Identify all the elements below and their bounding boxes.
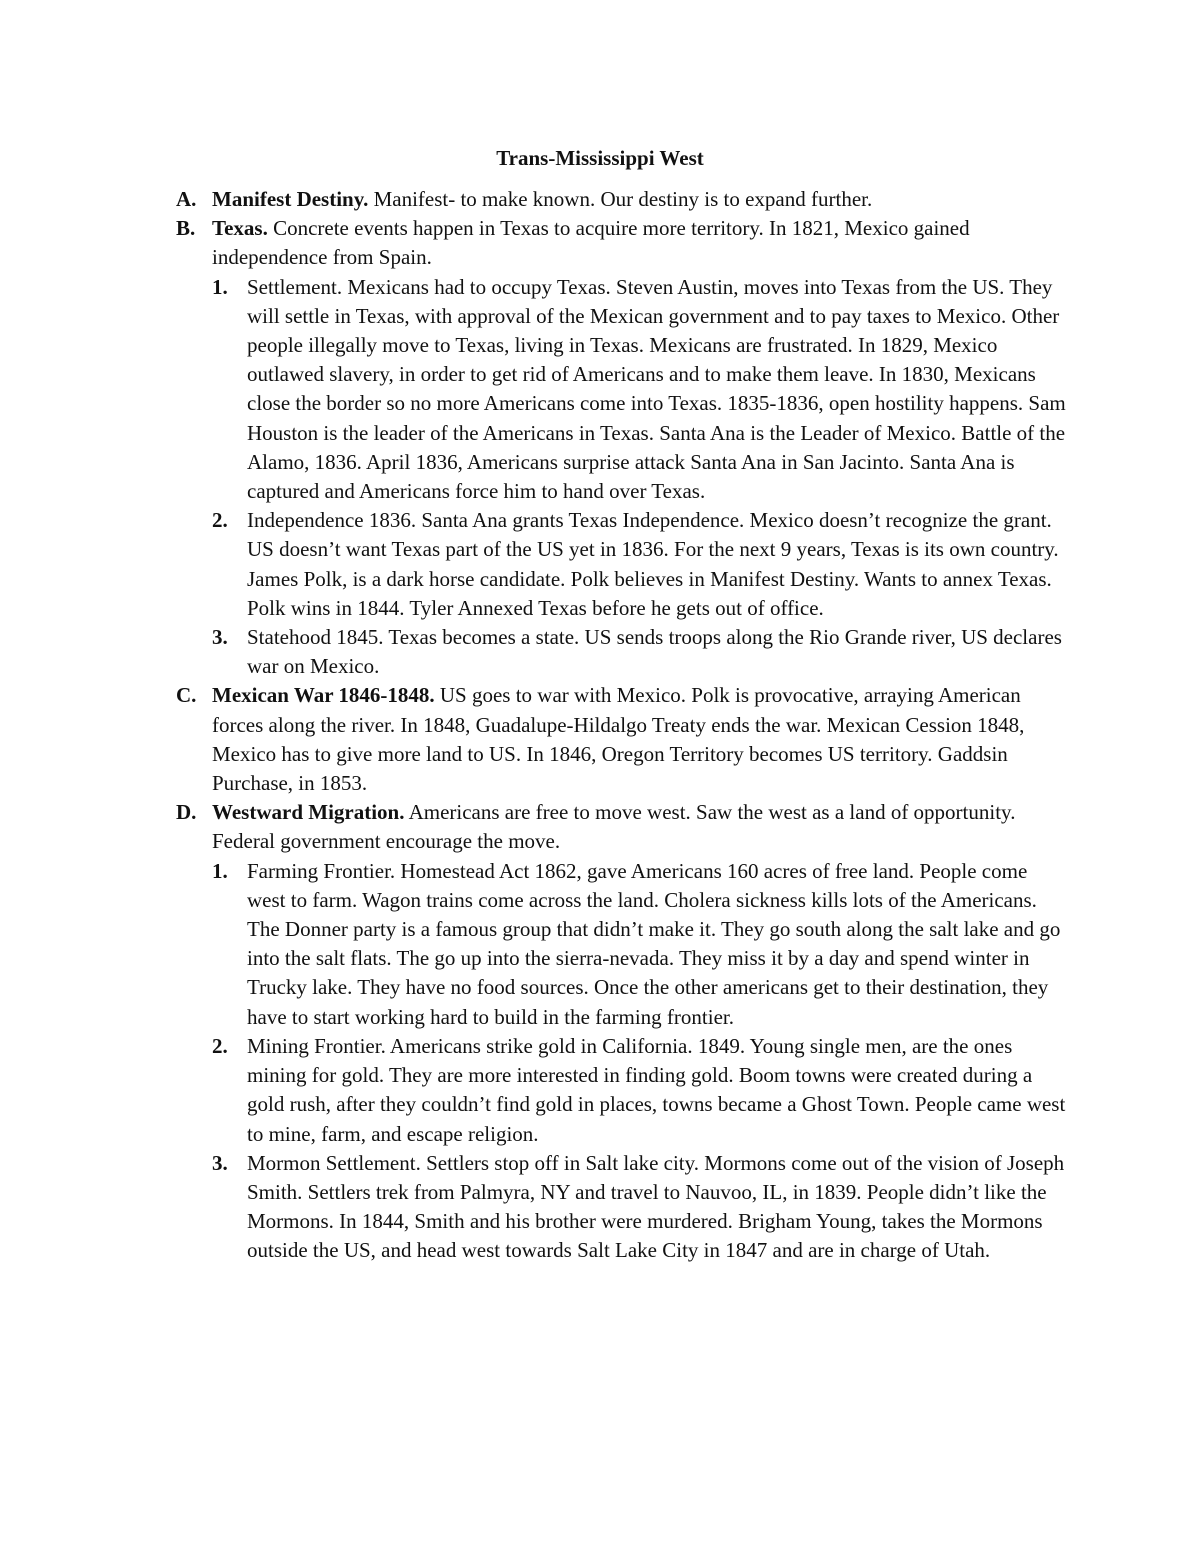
subsection-text: Mormon Settlement. Settlers stop off in Salt lake city. Mormons come out of the vision of Joseph Smith. Settlers trek from Palmyra, NY and travel to Nauvoo, IL, in 1839. People didn’t like the Mormons. In 1844, Smith and his brother were murdered. Brigham Young, takes the Mormons outside the US, and head west towards Salt Lake City in 1847 and are in charge of Utah. [247, 1150, 1065, 1263]
outline-list [0, 185, 1200, 1266]
section-marker: D. [176, 800, 197, 825]
subsection-item [212, 623, 1068, 681]
section-c [0, 681, 1068, 798]
subsection-text: Mining Frontier. Americans strike gold in California. 1849. Young single men, are the ones mining for gold. They are more interested in finding gold. Boom towns were created during a gold rush, after they couldn’t find gold in places, towns became a Ghost Town. People came west to mine, farm, and escape religion. [247, 1033, 1066, 1146]
section-marker: C. [176, 683, 197, 708]
subsection-list [212, 857, 1068, 1266]
section-text: US goes to war with Mexico. Polk is provocative, arraying American forces along the river. In 1848, Guadalupe-Hildalgo Treaty ends the war. Mexican Cession 1848, Mexico has to give more land to US. In 1846, Oregon Territory becomes US territory. Gaddsin Purchase, in 1853. [212, 683, 1025, 796]
subsection-marker: 1. [212, 274, 228, 299]
section-heading: Texas. [212, 216, 268, 241]
subsection-item [212, 1149, 1068, 1266]
section-heading: Manifest Destiny. [212, 187, 369, 211]
subsection-item [212, 273, 1068, 507]
section-b [0, 214, 1068, 681]
section-marker: A. [176, 187, 197, 211]
subsection-item [212, 857, 1068, 1032]
subsection-text: Settlement. Mexicans had to occupy Texas. Steven Austin, moves into Texas from the US. They will settle in Texas, with approval of the Mexican government and to pay taxes to Mexico. Other people illegally move to Texas, living in Texas. Mexicans are frustrated. In 1829, Mexico outlawed slavery, in order to get rid of Americans and to make them leave. In 1830, Mexicans close the border so no more Americans come into Texas. 1835-1836, open hostility happens. Sam Houston is the leader of the Americans in Texas. Santa Ana is the Leader of Mexico. Battle of the Alamo, 1836. April 1836, Americans surprise attack Santa Ana in San Jacinto. Santa Ana is captured and Americans force him to hand over Texas. [247, 274, 1066, 504]
subsection-marker: 1. [212, 858, 228, 883]
subsection-marker: 3. [212, 1150, 228, 1175]
section-text: Concrete events happen in Texas to acquire more territory. In 1821, Mexico gained independence from Spain. [212, 216, 970, 270]
section-marker: B. [176, 216, 196, 241]
subsection-item [212, 506, 1068, 623]
subsection-text: Independence 1836. Santa Ana grants Texas Independence. Mexico doesn’t recognize the grant. US doesn’t want Texas part of the US yet in 1836. For the next 9 years, Texas is its own country. James Polk, is a dark horse candidate. Polk believes in Manifest Destiny. Wants to annex Texas. Polk wins in 1844. Tyler Annexed Texas before he gets out of office. [247, 508, 1059, 620]
section-d [0, 798, 1068, 1265]
subsection-marker: 2. [212, 508, 228, 533]
subsection-marker: 3. [212, 625, 228, 650]
document-title: Trans-Mississippi West [496, 146, 704, 170]
subsection-text: Statehood 1845. Texas becomes a state. US sends troops along the Rio Grande river, US declares war on Mexico. [247, 625, 1062, 679]
subsection-list [212, 273, 1068, 682]
section-heading: Westward Migration. [212, 800, 405, 825]
subsection-marker: 2. [212, 1033, 228, 1058]
subsection-text: Farming Frontier. Homestead Act 1862, gave Americans 160 acres of free land. People come west to farm. Wagon trains come across the land. Cholera sickness kills lots of the Americans. The Donner party is a famous group that didn’t make it. They go south along the salt lake and go into the salt flats. The go up into the sierra-nevada. They miss it by a day and spend winter in Trucky lake. They have no food sources. Once the other americans get to their destination, they have to start working hard to build in the farming frontier. [247, 858, 1061, 1029]
section-a [0, 185, 1068, 214]
subsection-item [212, 1032, 1068, 1149]
section-text: Americans are free to move west. Saw the west as a land of opportunity. Federal government encourage the move. [212, 800, 1016, 854]
section-heading: Mexican War 1846-1848. [212, 683, 435, 708]
section-text: Manifest- to make known. Our destiny is to expand further. [368, 187, 873, 211]
